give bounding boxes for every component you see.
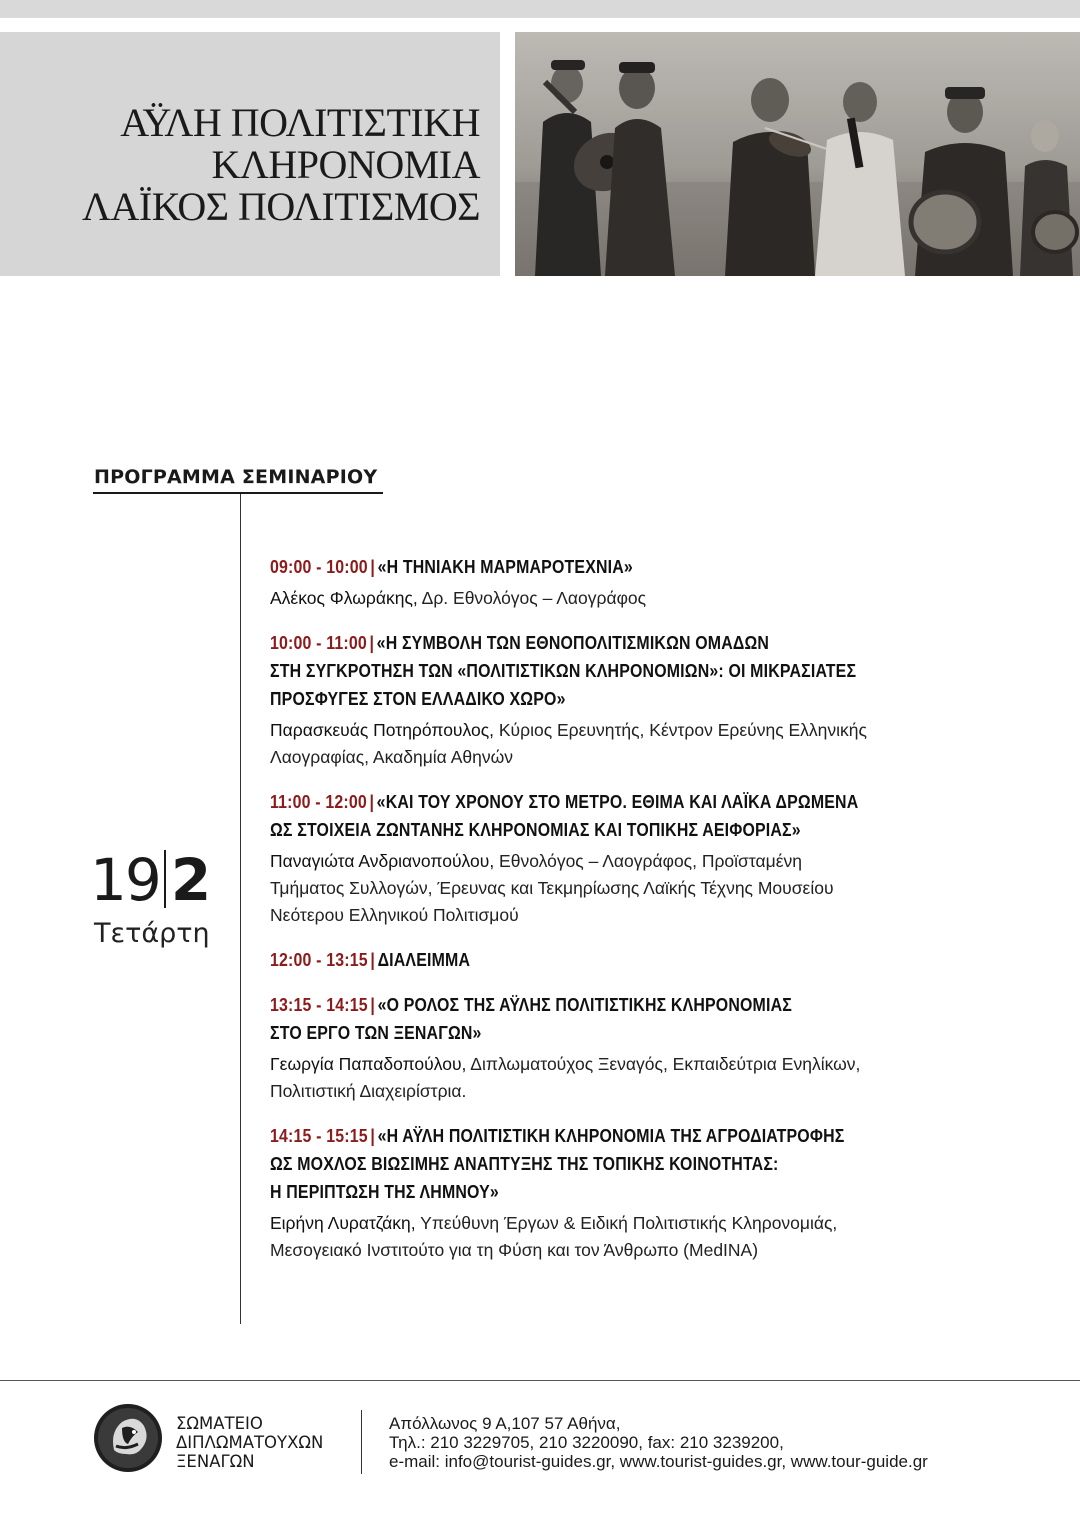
session-title-line: «Η ΤΗΝΙΑΚΗ ΜΑΡΜΑΡΟΤΕΧΝΙΑ» <box>377 556 633 577</box>
page-title <box>82 102 480 228</box>
heading-underline <box>93 492 383 494</box>
speaker-role-line: Υπεύθυνη Έργων & Ειδική Πολιτιστικής Κληρονομιάς, <box>415 1213 838 1233</box>
session-speaker <box>270 1051 1060 1105</box>
speaker-role-line: Πολιτιστική Διαχειρίστρια. <box>270 1081 467 1101</box>
session-title-line: ΣΤΟ ΕΡΓΟ ΤΩΝ ΞΕΝΑΓΩΝ» <box>270 1022 482 1043</box>
session-time: 12:00 - 13:15 <box>270 949 368 970</box>
session-item <box>270 1122 1060 1264</box>
session-item <box>270 553 1060 612</box>
speaker-role-line: Λαογραφίας, Ακαδημία Αθηνών <box>270 747 513 767</box>
session-heading <box>270 629 1044 713</box>
session-time: 11:00 - 12:00 <box>270 791 367 812</box>
time-separator: | <box>369 632 375 653</box>
vertical-divider <box>240 494 241 1324</box>
session-title-line: ΣΤΗ ΣΥΓΚΡΟΤΗΣΗ ΤΩΝ «ΠΟΛΙΤΙΣΤΙΚΩΝ ΚΛΗΡΟΝΟΜΙΩΝ»: ΟΙ ΜΙΚΡΑΣΙΑΤΕΣ <box>270 660 857 681</box>
session-title-line: «ΚΑΙ ΤΟΥ ΧΡΟΝΟΥ ΣΤΟ ΜΕΤΡΟ. ΕΘΙΜΑ ΚΑΙ ΛΑΪΚΑ ΔΡΩΜΕΝΑ <box>376 791 859 812</box>
top-strip <box>0 0 1080 18</box>
speaker-name: Παναγιώτα Ανδριανοπούλου, <box>270 851 495 871</box>
session-title-line: «Η ΣΥΜΒΟΛΗ ΤΩΝ ΕΘΝΟΠΟΛΙΤΙΣΜΙΚΩΝ ΟΜΑΔΩΝ <box>376 632 770 653</box>
speaker-role-line: Νεότερου Ελληνικού Πολιτισμού <box>270 905 519 925</box>
organization-name <box>176 1414 323 1471</box>
date-block <box>90 848 220 949</box>
session-speaker <box>270 717 1060 771</box>
session-item <box>270 946 1060 974</box>
session-title-line: ΩΣ ΜΟΧΛΟΣ ΒΙΩΣΙΜΗΣ ΑΝΑΠΤΥΞΗΣ ΤΗΣ ΤΟΠΙΚΗΣ ΚΟΙΝΟΤΗΤΑΣ: <box>270 1153 779 1174</box>
session-title-line: «Η ΑΫΛΗ ΠΟΛΙΤΙΣΤΙΚΗ ΚΛΗΡΟΝΟΜΙΑ ΤΗΣ ΑΓΡΟΔΙΑΤΡΟΦΗΣ <box>377 1125 845 1146</box>
footer-vertical-divider <box>361 1410 362 1474</box>
title-line: ΛΑΪΚΟΣ ΠΟΛΙΤΙΣΜΟΣ <box>82 184 480 229</box>
session-speaker <box>270 1210 1060 1264</box>
session-title-line: ΔΙΑΛΕΙΜΜΑ <box>377 949 471 970</box>
contact-info <box>389 1414 928 1471</box>
date-month: 2 <box>170 846 212 914</box>
session-time: 10:00 - 11:00 <box>270 632 367 653</box>
speaker-role-line: Μεσογειακό Ινστιτούτο για τη Φύση και τον Άνθρωπο (MedINA) <box>270 1240 759 1260</box>
date-weekday: Τετάρτη <box>94 918 210 949</box>
session-heading <box>270 991 1044 1047</box>
org-line: ΔΙΠΛΩΜΑΤΟΥΧΩΝ <box>176 1433 324 1452</box>
speaker-role-line: Δρ. Εθνολόγος – Λαογράφος <box>417 588 647 608</box>
session-heading <box>270 946 1044 974</box>
date-day: 19 <box>90 846 160 914</box>
program-heading: ΠΡΟΓΡΑΜΜΑ ΣΕΜΙΝΑΡΙΟΥ <box>94 466 378 488</box>
session-time: 09:00 - 10:00 <box>270 556 368 577</box>
session-title-line: Η ΠΕΡΙΠΤΩΣΗ ΤΗΣ ΛΗΜΝΟΥ» <box>270 1181 499 1202</box>
time-separator: | <box>370 949 375 970</box>
session-heading <box>270 553 1044 581</box>
title-panel <box>0 32 500 276</box>
org-line: ΣΩΜΑΤΕΙΟ <box>176 1414 263 1433</box>
vintage-musicians-photo <box>515 32 1080 276</box>
speaker-name: Αλέκος Φλωράκης, <box>270 588 418 608</box>
session-item <box>270 788 1060 929</box>
session-heading <box>270 1122 1044 1206</box>
date-number <box>90 848 220 912</box>
coin-emblem-logo <box>92 1402 164 1478</box>
logo-icon <box>92 1402 164 1474</box>
contact-address: Απόλλωνος 9 Α,107 57 Αθήνα, <box>389 1414 621 1433</box>
speaker-role-line: Τμήματος Συλλογών, Έρευνας και Τεκμηρίωσης Λαϊκής Τέχνης Μουσείου <box>270 878 834 898</box>
session-speaker <box>270 585 1060 612</box>
session-time: 14:15 - 15:15 <box>270 1125 368 1146</box>
speaker-name: Γεωργία Παπαδοπούλου, <box>270 1054 467 1074</box>
time-separator: | <box>370 1125 375 1146</box>
session-title-line: ΩΣ ΣΤΟΙΧΕΙΑ ΖΩΝΤΑΝΗΣ ΚΛΗΡΟΝΟΜΙΑΣ ΚΑΙ ΤΟΠΙΚΗΣ ΑΕΙΦΟΡΙΑΣ» <box>270 819 801 840</box>
contact-phone: Τηλ.: 210 3229705, 210 3220090, fax: 210 3239200, <box>389 1433 784 1452</box>
speaker-name: Παρασκευάς Ποτηρόπουλος, <box>270 720 495 740</box>
session-list <box>270 553 1060 1281</box>
photo-illustration <box>515 32 1080 276</box>
session-heading <box>270 788 1044 844</box>
session-speaker <box>270 848 1060 929</box>
speaker-role-line: Κύριος Ερευνητής, Κέντρον Ερεύνης Ελληνικής <box>494 720 867 740</box>
speaker-role-line: Εθνολόγος – Λαογράφος, Προϊσταμένη <box>494 851 802 871</box>
session-item <box>270 991 1060 1105</box>
footer-divider-line <box>0 1380 1080 1381</box>
time-separator: | <box>370 994 375 1015</box>
time-separator: | <box>369 791 375 812</box>
contact-web: e-mail: info@tourist-guides.gr, www.tourist-guides.gr, www.tour-guide.gr <box>389 1452 928 1471</box>
session-title-line: «Ο ΡΟΛΟΣ ΤΗΣ ΑΫΛΗΣ ΠΟΛΙΤΙΣΤΙΚΗΣ ΚΛΗΡΟΝΟΜΙΑΣ <box>377 994 792 1015</box>
date-separator <box>164 850 166 908</box>
session-item <box>270 629 1060 771</box>
session-title-line: ΠΡΟΣΦΥΓΕΣ ΣΤΟΝ ΕΛΛΑΔΙΚΟ ΧΩΡΟ» <box>270 688 566 709</box>
speaker-name: Ειρήνη Λυρατζάκη, <box>270 1213 416 1233</box>
speaker-role-line: Διπλωματούχος Ξεναγός, Εκπαιδεύτρια Ενηλίκων, <box>466 1054 861 1074</box>
title-line: ΑΫΛΗ ΠΟΛΙΤΙΣΤΙΚΗ <box>120 100 480 145</box>
title-line: ΚΛΗΡΟΝΟΜΙΑ <box>211 142 480 187</box>
session-time: 13:15 - 14:15 <box>270 994 368 1015</box>
time-separator: | <box>370 556 375 577</box>
org-line: ΞΕΝΑΓΩΝ <box>176 1452 255 1471</box>
